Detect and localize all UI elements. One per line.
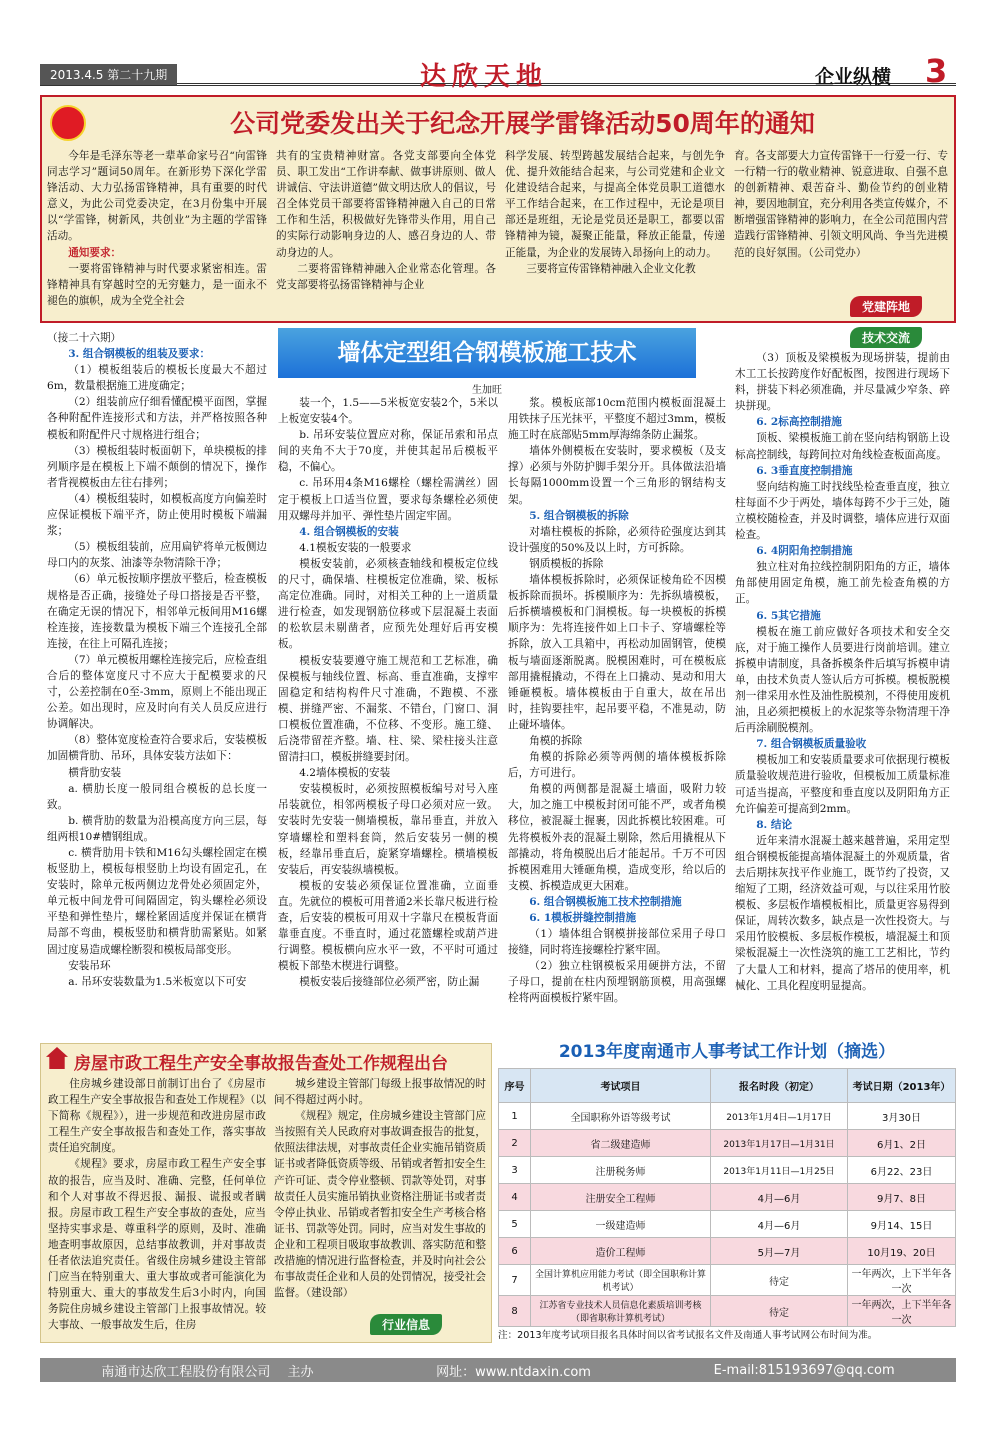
article-paragraph: c. 吊环用4条M16螺栓（螺栓需满丝）固定于模板上口适当位置，要求每条螺栓必须使用双螺母并加平、弹性垫片固定牢固。 [278, 477, 498, 522]
notice-paragraph: 育。各支部要大力宣传雷锋干一行爱一行、专一行精一行的敬业精神、锐意进取、自强不息的创新精神、艰苦奋斗、勤俭节约的创业精神，要因地制宜，充分利用各类宣传媒介，不断增强雷锋精神的影响力，在全公司范围内营造践行雷锋精神、引领文明风尚、争当先进模范的良好氛围。（公司党办） [734, 150, 948, 259]
article-paragraph: 模板安装后接缝部位必须严密，防止漏 [299, 976, 480, 989]
section-heading: 3. 组合钢模板的组装及要求： [68, 348, 211, 361]
table-row [499, 1184, 956, 1211]
masthead: 达欣天地 [420, 62, 549, 92]
table-cell: 5月—7月 [711, 1238, 848, 1265]
column-header: 报名时段（初定） [711, 1069, 848, 1103]
article-paragraph: 钢质模板的拆除 [529, 557, 604, 570]
article-paragraph: 独立柱对角拉线控制阴阳角的方正，墙体角部使用固定角模，施工前先检查角模的方正。 [735, 561, 950, 606]
exam-note: 注：2013年度考试项目报名具体时间以省考试报名文件及南通人事考试网公布时间为准。 [498, 1330, 878, 1341]
article-paragraph: b. 吊环安装位置应对称，保证吊索和吊点间的夹角不大于70度，并使其起吊后模板平稳，不偏心。 [278, 429, 498, 474]
table-cell: 省二级建造师 [531, 1130, 711, 1157]
article-paragraph: （3）顶板及梁模板为现场拼装，提前由木工工长按跨度作好配板图，按图进行现场下料，拼装下料必须准确，并尽量减少窄条、碎块拼现。 [735, 352, 950, 413]
article-paragraph: 模板的安装必须保证位置准确，立面垂直。先就位的模板可用普通2米长靠尺板进行检查，后安装的模板可用双十字靠尺在模板背面靠垂直度。不垂直时，通过花篮螺栓或葫芦进行调整。模板横向应水平一致，不平时可通过模板下部垫木楔进行调整。 [278, 879, 498, 973]
table-row [499, 1265, 956, 1296]
article-paragraph: c. 横背肋用卡铁和M16勾头螺栓固定在模板竖肋上，模板每根竖肋上均设有固定孔，在安装时，除单元板两侧边龙骨处必须固定外，单元板中间龙骨可间隔固定，钩头螺栓必须设平垫和弹性垫片，螺栓紧固适度并保证在横背局部不弯曲，模板竖肋和横背肋需紧贴。如紧固过度易造成螺栓断裂和模板局部变形。 [47, 847, 267, 956]
article-paragraph: 模板在施工前应做好各项技术和安全交底，对于施工操作人员要进行岗前培训。建立拆模申请制度，具备拆模条件后填写拆模申请单，由技术负责人签认后方可拆模。模板脱模剂一律采用水性及油性脱模剂，不得使用废机油，且必须把模板上的水泥浆等杂物清理干净后再涂刷脱模剂。 [735, 625, 950, 735]
article-paragraph: a. 横肋长度一般同组合模板的总长度一致。 [47, 782, 267, 811]
article-paragraph: 《规程》规定，住房城乡建设主管部门应当按照有关人民政府对事故调查报告的批复，依照法律法规，对事故责任企业实施吊销资质证书或者降低资质等级、吊销或者暂扣安全生产许可证、责令停业整顿、罚款等处罚，对事故责任人员实施吊销执业资格注册证书或者责令停止执业、吊销或者暂扣安全生产考核合格证书、罚款等处罚。同时，应当对发生事故的企业和工程项目吸取事故教训、落实防范和整改措施的情况进行监督检查，并及时向社会公布事故责任企业和人员的处罚情况，接受社会监督。（建设部） [274, 1110, 486, 1300]
notice-col-3 [505, 148, 725, 318]
table-cell: 2 [499, 1130, 531, 1157]
rules-title: 房屋市政工程生产安全事故报告查处工作规程出台 [74, 1054, 448, 1074]
article-paragraph: 《规程》要求，房屋市政工程生产安全事故的报告，应当及时、准确、完整，任何单位和个人对事故不得迟报、漏报、谎报或者瞒报。房屋市政工程生产安全事故的查处，应当坚持实事求是、尊重科学的原则，及时、准确地查明事故原因，总结事故教训，并对事故责任者依法追究责任。省级住房城乡建设主管部门应当在特别重大、重大事故或者可能演化为特别重大、重大的事故发生后3小时内，向国务院住房城乡建设主管部门上报事故情况。较大事故、一般事故发生后，住房 [48, 1158, 266, 1332]
table-cell: 6月22、23日 [848, 1157, 956, 1184]
table-row [499, 1157, 956, 1184]
article-paragraph: 角模的两侧都是混凝土墙面，吸附力较大，加之施工中模板封闭可能不严，或者角模移位，被混凝土握裹，因此拆模比较困难。可先将模板外表的混凝土剔除，然后用撬棍从下部撬动，将角模脱出后才能起吊。千万不可因拆模困难用大锤砸角模，造成变形，给以后的支模、拆模造成更大困难。 [508, 783, 726, 892]
table-cell: 9月7、8日 [848, 1184, 956, 1211]
notice-paragraph: 科学发展、转型跨越发展结合起来，与创先争优、提升效能结合起来，与公司党建和企业文化建设结合起来，与提高全体党员职工道德水平工作结合起来，在工作过程中，无论是项目部还是班组，无论是党员还是职工，都要以雷锋精神为镜，凝聚正能量，释放正能量，传递正能量，为企业的发展铸入昂扬向上的动力。 [505, 150, 725, 259]
continued-note: （接二十六期） [47, 332, 122, 344]
article-paragraph: 竖向结构施工时找线坠检查垂直度，独立柱每面不少于两处，墙体每跨不少于三处，随立模校随检查，并及时调整，墙体应进行双面检查。 [735, 480, 950, 542]
footer-bar [40, 1358, 956, 1382]
article-paragraph: a. 吊环安装数量为1.5米板宽以下可安 [68, 975, 247, 988]
article-paragraph: （1）墙体组合钢模拼接部位采用子母口接缝，同时将连接螺栓拧紧牢固。 [508, 928, 726, 957]
article-paragraph: 住房城乡建设部日前制订出台了《房屋市政工程生产安全事故报告和查处工作规程》（以下简称《规程》），进一步规范和改进房屋市政工程生产安全事故报告和查处工作，落实事故责任追究制度。 [48, 1078, 266, 1155]
article-paragraph: 4. 组合钢模板的安装 [299, 525, 399, 538]
tech-col-4 [735, 350, 950, 1036]
table-cell: 4月—6月 [711, 1184, 848, 1211]
article-paragraph: 装一个，1.5——5米板宽安装2个，5米以上板宽安装4个。 [278, 397, 498, 426]
party-column-tag: 党建阵地 [850, 296, 922, 317]
table-cell: 2013年1月4日—1月17日 [711, 1103, 848, 1130]
column-header: 考试项目 [531, 1069, 711, 1103]
tech-author: 生加旺 [472, 385, 502, 396]
tech-column-tag: 技术交流 [850, 327, 922, 348]
article-paragraph: 墙体模板拆除时，必须保证棱角砼不因模板拆除而损坏。拆模顺序为：先拆纵墙模板，后拆横墙模板和门洞模板。每一块模板的拆模顺序为：先将连接件如上口卡子、穿墙螺栓等拆除，放入工具箱中，再松动加固钢管，使模板与墙面逐渐脱离。脱模困难时，可在模板底部用撬棍撬动，不得在上口撬动、晃动和用大锤砸模板。墙体模板由于自重大，故在吊出时，挂钩要挂牢，起吊要平稳，不准晃动，防止碰坏墙体。 [508, 574, 726, 731]
article-paragraph: （7）单元模板用螺栓连接完后，应检查组合后的整体宽度尺寸不应大于配模要求的尺寸，公差控制在0至-3mm，原则上不能出现正公差。如出现时，应及时向有关人员反应进行协调解决。 [47, 653, 267, 731]
table-row [499, 1238, 956, 1265]
article-paragraph: 近年来清水混凝土越来越普遍，采用定型组合钢模板能提高墙体混凝土的外观质量，省去后期抹灰找平作业施工，既节约了投资，又缩短了工期，经济效益可观，与以往采用竹胶模板、多层板作墙模板相比，质量更容易得到保证，周转次数多，缺点是一次性投资大。与采用竹胶模板、多层板作模板，墙混凝土和顶梁板混凝土一次性浇筑的施工工艺相比，节约了大量人工和材料，提高了塔吊的使用率，机械化、工具化程度明显提高。 [735, 834, 950, 992]
table-cell: 3月30日 [848, 1103, 956, 1130]
article-paragraph: （4）模板组装时，如模板高度方向偏差时应保证模板下端平齐，防止使用时模板下端漏浆； [47, 492, 267, 538]
table-cell: 全国计算机应用能力考试（即全国职称计算机考试） [531, 1265, 711, 1296]
table-cell: 造价工程师 [531, 1238, 711, 1265]
tech-col-3 [508, 395, 726, 1036]
exam-table [498, 1068, 956, 1327]
rules-col-1 [48, 1076, 266, 1338]
article-paragraph: 5. 组合钢模板的拆除 [529, 509, 629, 522]
article-paragraph: 角模的拆除 [529, 734, 583, 747]
notice-col-1 [47, 148, 267, 318]
article-paragraph: 横背肋安装 [68, 766, 122, 779]
article-paragraph: 浆。模板底部10cm范围内模板面混凝土用铁抹子压光抹平，平整度不超过3mm，模板施工时在底部贴5mm厚海绵条防止漏浆。 [508, 397, 726, 442]
article-paragraph: 6. 2标高控制措施 [756, 416, 842, 429]
table-cell: 5 [499, 1211, 531, 1238]
notice-paragraph: 一要将雷锋精神与时代要求紧密相连。雷锋精神具有穿越时空的无穷魅力，是一面永不褪色的旗帜，成为全党全社会 [47, 262, 267, 307]
table-cell: 4月—6月 [711, 1211, 848, 1238]
exam-title: 2013年度南通市人事考试工作计划（摘选） [558, 1042, 896, 1062]
article-paragraph: （6）单元板按顺序摆放平整后，检查模板规格是否正确，接缝处子母口搭接是否平整，在确定无误的情况下，相邻单元板间用M16螺栓连接，连接数量为模板下端三个连接孔全部连接，在往上可隔孔连接； [47, 573, 267, 650]
footer-org: 南通市达欣工程股份有限公司 主办 [101, 1364, 314, 1380]
table-cell: 3 [499, 1157, 531, 1184]
table-cell: 江苏省专业技术人员信息化素质培训考核（即省职称计算机考试） [531, 1296, 711, 1327]
article-paragraph: 对墙柱模板的拆除，必须待砼强度达到其设计强度的50%及以上时，方可拆除。 [508, 525, 726, 554]
notice-col-2 [276, 148, 496, 318]
article-paragraph: 模板安装要遵守施工规范和工艺标准，确保模板与轴线位置、标高、垂直准确，支撑牢固稳定和结构构件尺寸准确，不跑模、不涨模、拼缝严密、不漏浆、不错台，门窗口、洞口模板位置准确，不位移、不变形。施工缝、后浇带留茬齐整。墙、柱、梁、梁柱接头注意留清扫口，模板拼缝要封闭。 [278, 654, 498, 764]
article-paragraph: 角模的拆除必须等两侧的墙体模板拆除后，方可进行。 [508, 751, 726, 780]
footer-email[interactable]: E-mail:815193697@qq.com [713, 1362, 895, 1378]
article-paragraph: （8）整体宽度检查符合要求后，安装模板加固横背肋、吊环，具体安装方法如下： [47, 734, 267, 763]
table-cell: 6月1、2日 [848, 1130, 956, 1157]
notice-paragraph: 今年是毛泽东等老一辈革命家号召“向雷锋同志学习”题词50周年。在新形势下深化学雷锋活动、大力弘扬雷锋精神，具有重要的时代意义，为此公司党委决定，在3月份集中开展以“学雷锋，树新风，共创业”为主题的学雷锋活动。 [47, 150, 267, 243]
article-paragraph: 6. 4阴阳角控制措施 [756, 545, 853, 558]
article-paragraph: 墙体外侧模板在安装时，要求模板（及支撑）必须与外防护脚手架分开。具体做法沿墙长每隔1000mm设置一个三角形的钢结构支架。 [508, 445, 726, 506]
notice-subhead: 通知要求： [68, 246, 122, 259]
table-cell: 注册税务师 [531, 1157, 711, 1184]
article-paragraph: （3）模板组装时板面朝下，单块模板的排列顺序是在模板上下端不颠倒的情况下，操作者背视模板由左往右排列； [47, 444, 267, 489]
table-cell: 7 [499, 1265, 531, 1296]
article-paragraph: 8. 结论 [756, 818, 793, 831]
industry-news-tag: 行业信息 [370, 1314, 442, 1335]
table-cell: 一年两次，上下半年各一次 [848, 1296, 956, 1327]
table-cell: 全国职称外语等级考试 [531, 1103, 711, 1130]
table-row [499, 1211, 956, 1238]
column-header: 考试日期（2013年） [848, 1069, 956, 1103]
party-emblem-icon [50, 105, 86, 141]
table-cell: 10月19、20日 [848, 1238, 956, 1265]
table-cell: 2013年1月17日—1月31日 [711, 1130, 848, 1157]
article-paragraph: 6. 5其它措施 [756, 609, 821, 622]
article-paragraph: b. 横背肋的数量为沿模高度方向三层，每组两根10#槽钢组成。 [47, 814, 267, 843]
article-paragraph: 6. 组合钢模板施工技术控制措施 [529, 895, 682, 908]
table-cell: 4 [499, 1184, 531, 1211]
article-paragraph: 6. 3垂直度控制措施 [756, 464, 853, 477]
notice-title: 公司党委发出关于纪念开展学雷锋活动50周年的通知 [230, 109, 815, 138]
tech-title: 墙体定型组合钢模板施工技术 [337, 340, 637, 366]
footer-website[interactable]: 网址：www.ntdaxin.com [436, 1364, 591, 1380]
table-cell: 2013年1月11日—1月25日 [711, 1157, 848, 1184]
table-cell: 一年两次，上下半年各一次 [848, 1265, 956, 1296]
table-cell: 6 [499, 1238, 531, 1265]
article-paragraph: （2）组装前应仔细看懂配模平面图，掌握各种附配件连接形式和方法，并严格按照各种模板和附配件尺寸规格进行组合； [47, 396, 267, 441]
table-cell: 9月14、15日 [848, 1211, 956, 1238]
table-cell: 8 [499, 1296, 531, 1327]
page-number: 3 [925, 52, 948, 90]
table-row [499, 1296, 956, 1327]
article-paragraph: 模板加工和安装质量要求可依据现行模板质量验收规范进行验收，但模板加工质量标准可适当提高，平整度和垂直度以及阴阳角方正允许偏差可提高到2mm。 [735, 754, 950, 815]
table-cell: 注册安全工程师 [531, 1184, 711, 1211]
article-paragraph: 安装吊环 [68, 959, 111, 972]
table-cell: 一级建造师 [531, 1211, 711, 1238]
article-paragraph: 模板安装前，必须核查轴线和模板定位线的尺寸，确保墙、柱模板定位准确，梁、板标高定位准确。同时，对相关工种的上一道质量进行检查，如发现钢筋位移或下层混凝土表面的松软层未剔凿者，应预先处理好后再安模板。 [278, 557, 498, 651]
article-paragraph: （1）模板组装后的模板长度最大不超过6m，数量根据施工进度确定； [47, 364, 267, 393]
article-paragraph: 4.2墙体模板的安装 [299, 767, 391, 780]
article-paragraph: 安装模板时，必须按照模板编号对号入座吊装就位，相邻两模板子母口必须对应一致。安装时先安装一侧墙模板，靠吊垂直，并放入穿墙螺栓和塑料套筒，然后安装另一侧的模板，经靠吊垂直后，旋紧穿墙螺栓。横墙模板安装后，再安装纵墙模板。 [278, 783, 498, 876]
table-cell: 1 [499, 1103, 531, 1130]
table-row [499, 1130, 956, 1157]
notice-col-4 [734, 148, 948, 298]
section-name: 企业纵横 [815, 66, 892, 88]
article-paragraph: 城乡建设主管部门每级上报事故情况的时间不得超过两小时。 [274, 1078, 486, 1107]
issue-date: 2013.4.5 第二十九期 [40, 64, 177, 85]
article-paragraph: 4.1模板安装的一般要求 [299, 541, 412, 554]
article-paragraph: 6. 1模板拼缝控制措施 [529, 912, 637, 924]
article-paragraph: 顶板、梁模板施工前在竖向结构钢筋上设标高控制线，每跨间拉对角线检查板面高度。 [735, 432, 950, 461]
rules-col-2 [274, 1076, 486, 1314]
notice-paragraph: 三要将宣传雷锋精神融入企业文化教 [526, 262, 696, 275]
article-paragraph: 7. 组合钢模板质量验收 [756, 738, 867, 751]
table-row [499, 1103, 956, 1130]
notice-paragraph: 二要将雷锋精神融入企业常态化管理。各党支部要将弘扬雷锋精神与企业 [276, 262, 496, 291]
notice-paragraph: 共有的宝贵精神财富。各党支部要向全体党员、职工发出“工作讲奉献、做事讲原则、做人讲诚信、守法讲道德”做文明达欣人的倡议，号召全体党员干部要将雷锋精神融入自己的日常工作和生活，积极做好先锋带头作用，用自己的实际行动影响身边的人、感召身边的人、带动身边的人。 [276, 150, 496, 259]
article-paragraph: （5）模板组装前，应用扁铲将单元板侧边母口内的灰浆、油漆等杂物清除干净； [47, 541, 267, 570]
table-cell: 待定 [711, 1265, 848, 1296]
tech-col-1 [47, 330, 267, 1036]
table-cell: 待定 [711, 1296, 848, 1327]
article-paragraph: （2）独立柱钢模板采用硬拼方法，不留子母口，提前在柱内预埋钢筋顶模，用高强螺栓将两面模板拧紧牢固。 [508, 960, 726, 1005]
tech-col-2 [278, 395, 498, 1036]
column-header: 序号 [499, 1069, 531, 1103]
exam-table-wrap [498, 1068, 956, 1327]
